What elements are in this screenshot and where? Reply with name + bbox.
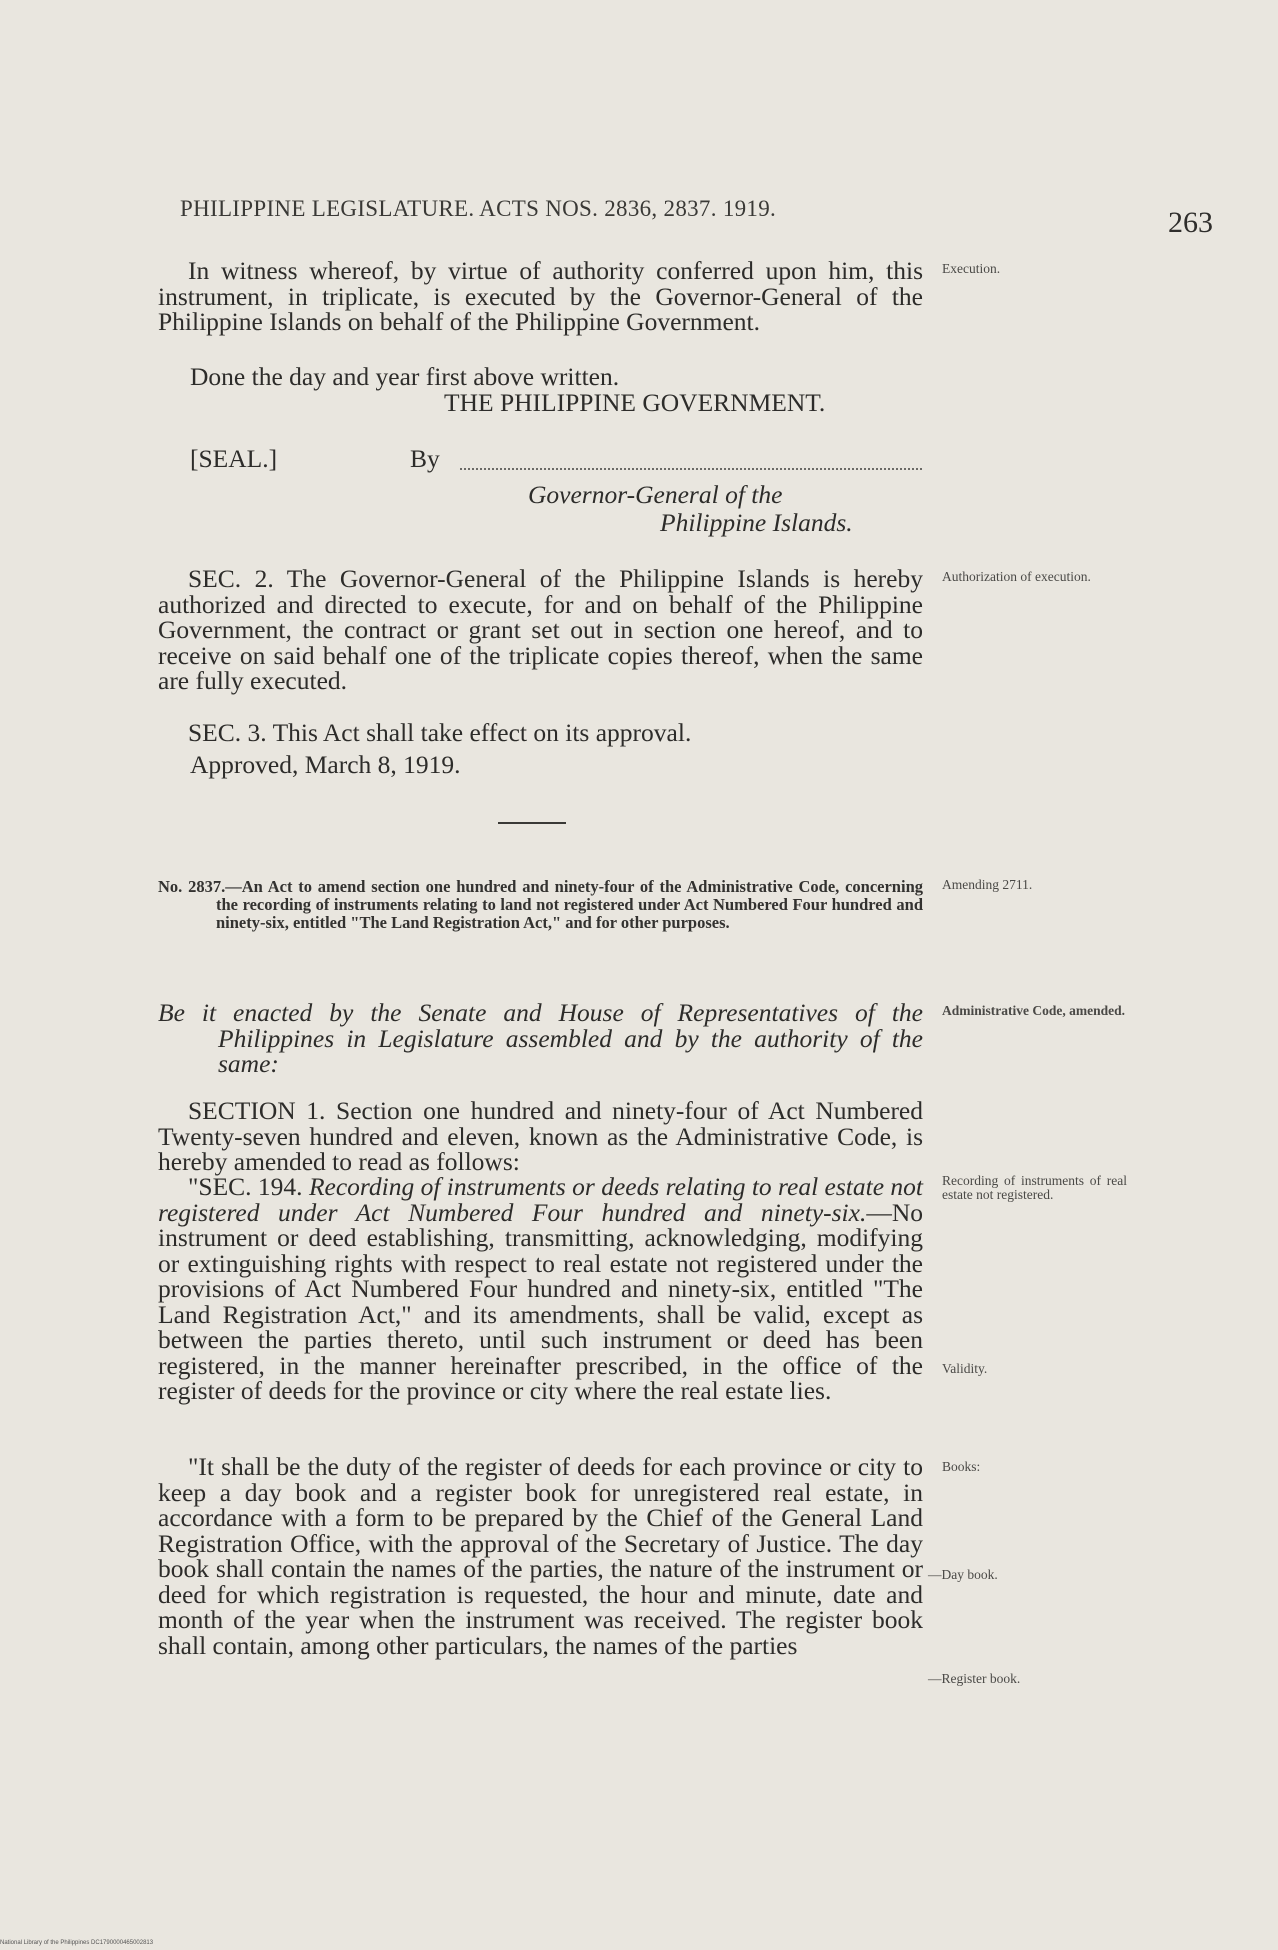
section-3 (158, 720, 923, 746)
margin-note-amending: Amending 2711. (942, 877, 1033, 892)
source-footnote: National Library of the Philippines DC1790000465002813 (0, 1940, 154, 1946)
margin-note-day-book: —Day book. (928, 1567, 998, 1582)
enacting-clause: Be it enacted by the Senate and House of Representatives of the Philippines in Legislature assembled and by the authority of the same: (158, 998, 923, 1078)
seal-label: [SEAL.] (190, 444, 278, 473)
approved-line: Approved, March 8, 1919. (190, 750, 461, 779)
section-1 (158, 1098, 923, 1175)
signatory-line-1: Governor-General of the (528, 480, 783, 509)
register-duty-paragraph: "It shall be the duty of the register of deeds for each province or city to keep a day book and a register book for unregistered real estate, in accordance with a form to be prepared by the Chief of the General Land Registration Office, with the approval of the Secretary of Justice. The day book shall contain the names of the parties, the nature of the instrument or deed for which registration is requested, the hour and minute, date and month of the year when the instrument was received. The register book shall contain, among other particulars, the names of the parties (158, 1452, 923, 1660)
section-194-text: —No instrument or deed establishing, transmitting, acknowledging, modifying or extinguishing rights with respect to real estate not registered under the provisions of Act Numbered Four hundred and ninety-six, entitled "The Land Registration Act," and its amendments, shall be valid, except as between the parties thereto, until such instrument or deed has been registered, in the manner hereinafter prescribed, in the office of the register of deeds for the province or city where the real estate lies. (158, 1197, 923, 1405)
section-3-label: SEC. 3. (188, 718, 267, 747)
page-number: 263 (1168, 206, 1213, 239)
section-1-label: SECTION 1. (188, 1096, 326, 1125)
government-line: THE PHILIPPINE GOVERNMENT. (444, 388, 826, 417)
section-1-text: Section one hundred and ninety-four of Act Numbered Twenty-seven hundred and eleven, known as the Administrative Code, is hereby amended to read as follows: (158, 1096, 923, 1176)
margin-note-validity: Validity. (942, 1361, 988, 1376)
running-head: PHILIPPINE LEGISLATURE. ACTS NOS. 2836, 2837. 1919. (180, 196, 777, 221)
section-2-label: SEC. 2. (188, 564, 274, 593)
witness-paragraph: In witness whereof, by virtue of authority conferred upon him, this instrument, in triplicate, is executed by the Governor-General of the Philippine Islands on behalf of the Philippine Government. (158, 256, 923, 336)
section-divider (498, 822, 566, 824)
act-2837-title: No. 2837.—An Act to amend section one hundred and ninety-four of the Administrative Code, concerning the recording of instruments relating to land not registered under Act Numbered Four hundred and ninety-six, entitled "The Land Registration Act," and for other purposes. (158, 877, 923, 932)
section-194-heading: Recording of instruments or deeds relating to real estate not registered under Act Numbered Four hundred and ninety-six. (158, 1172, 923, 1227)
margin-note-execution: Execution. (942, 261, 1001, 276)
section-194-label: "SEC. 194. (188, 1172, 303, 1201)
signatory-line-2: Philippine Islands. (660, 508, 853, 537)
section-2-text: The Governor-General of the Philippine Islands is hereby authorized and directed to execute, for and on behalf of the Philippine Government, the contract or grant set out in section one hereof, and to receive on said behalf one of the triplicate copies thereof, when the same are fully executed. (158, 564, 923, 695)
section-2 (158, 566, 923, 694)
section-194 (158, 1174, 923, 1404)
margin-note-authorization: Authorization of execution. (942, 569, 1091, 584)
done-line: Done the day and year first above written. (190, 362, 620, 391)
margin-note-register-book: —Register book. (928, 1671, 1021, 1686)
signature-line (460, 468, 922, 470)
section-3-text: This Act shall take effect on its approval. (272, 718, 692, 747)
margin-note-books: Books: (942, 1459, 981, 1474)
by-label: By (410, 444, 440, 473)
margin-note-admin-code: Administrative Code, amended. (942, 1003, 1125, 1018)
margin-note-recording: Recording of instruments of real estate not registered. (942, 1173, 1127, 1202)
